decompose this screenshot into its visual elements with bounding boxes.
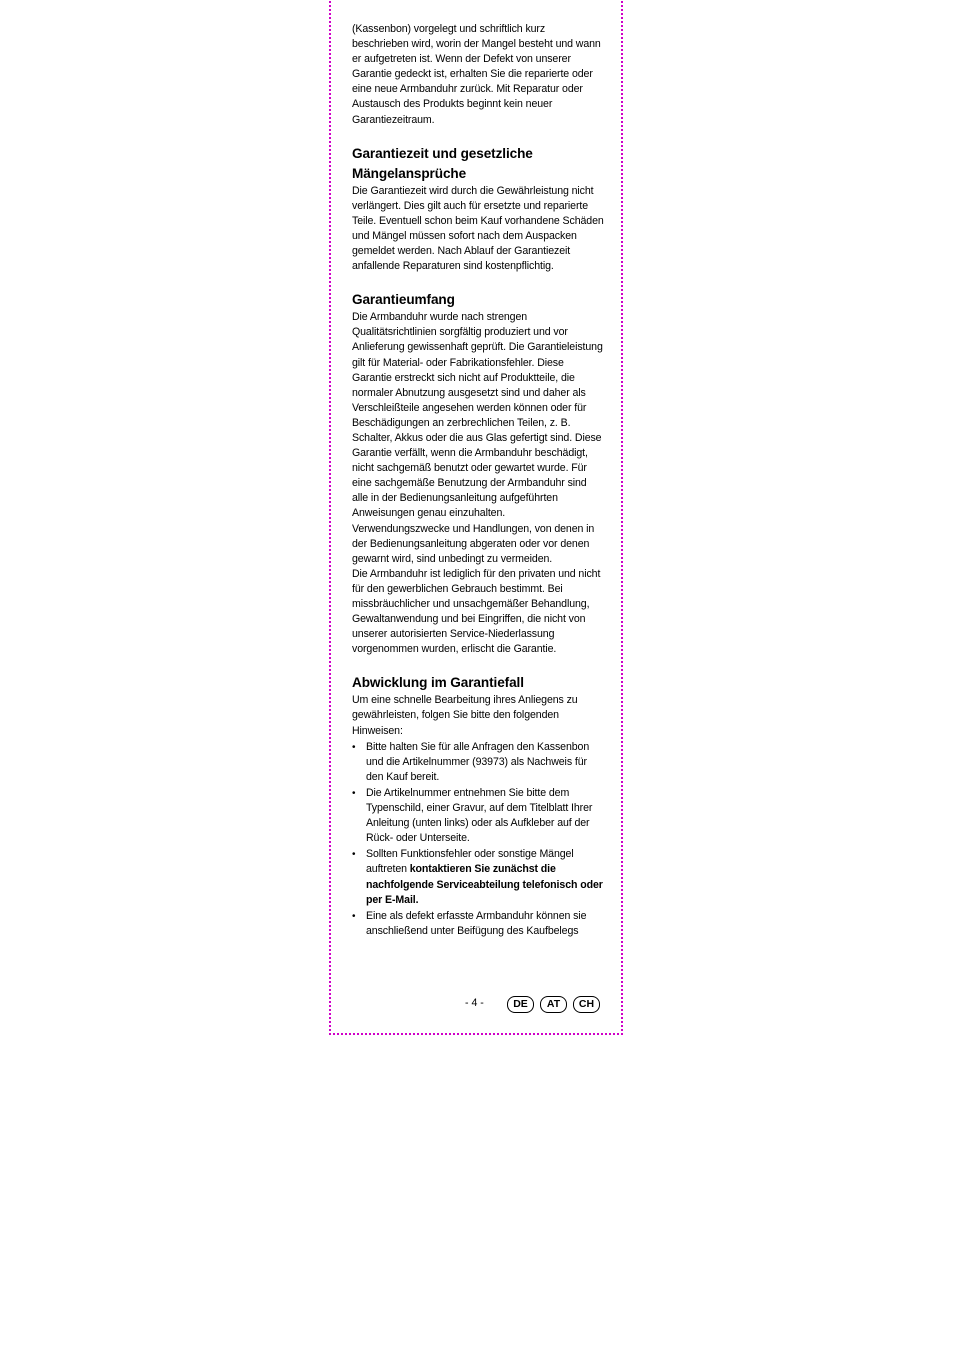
bullet-icon: • [352,741,356,753]
list-item [352,847,604,907]
bullet-icon: • [352,849,356,861]
country-badge-ch: CH [573,996,600,1013]
list-item [352,909,604,939]
bullet-icon: • [352,910,356,922]
section-spacer [352,657,604,673]
bullet-list [352,740,604,939]
section-spacer [352,128,604,144]
list-item [352,740,604,785]
list-item [352,786,604,846]
bullet-icon: • [352,787,356,799]
heading-garantiezeit: Garantiezeit und gesetzliche Mängelansprüche [352,145,533,181]
country-badge-at: AT [540,996,567,1013]
bullet-bold-text: kontaktieren Sie zunächst die nachfolgende Serviceabteilung telefonisch oder per E-Mail. [366,863,603,906]
paragraph-garantieumfang-2: Die Armbanduhr ist lediglich für den privaten und nicht für den gewerblichen Gebrauch bestimmt. Bei missbräuchlicher und unsachgemäßer Behandlung, Gewaltanwendung und bei Eingriffen, die nicht von unserer autorisierten Service-Niederlassung vorgenommen wurden, erlischt die Garantie. [352,567,601,656]
bullet-text: Eine als defekt erfasste Armbanduhr können sie anschließend unter Beifügung des Kaufbelegs [366,909,587,937]
intro-paragraph: (Kassenbon) vorgelegt und schriftlich kurz beschrieben wird, worin der Mangel besteht und wann er aufgetreten ist. Wenn der Defekt von unserer Garantie gedeckt ist, erhalten Sie die reparierte oder eine neue Armbanduhr zurück. Mit Reparatur oder Austausch des Produkts beginnt kein neuer Garantiezeitraum. [352,23,601,126]
paragraph-garantieumfang: Die Armbanduhr wurde nach strengen Qualitätsrichtlinien sorgfältig produziert und vor Anlieferung gewissenhaft geprüft. Die Garantieleistung gilt für Material- oder Fabrikationsfehler. Diese Garantie erstreckt sich nicht auf Produktteile, die normaler Abnutzung ausgesetzt sind und daher als Verschleißteile angesehen werden können oder für Beschädigungen an zerbrechlichen Teilen, z. B. Schalter, Akkus oder die aus Glas gefertigt sind. Diese Garantie verfällt, wenn die Armbanduhr beschädigt, nicht sachgemäß benutzt oder gewartet wurde. Für eine sachgemäße Benutzung der Armbanduhr sind alle in der Bedienungsanleitung aufgeführten Anweisungen genau einzuhalten. Verwendungszwecke und Handlungen, von denen in der Bedienungsanleitung abgeraten oder vor denen gewarnt wird, sind unbedingt zu vermeiden. [352,311,603,565]
heading-garantieumfang: Garantieumfang [352,292,455,308]
bullet-text: Bitte halten Sie für alle Anfragen den Kassenbon und die Artikelnummer (93973) als Nachweis für den Kauf bereit. [366,740,590,783]
page-number: - 4 - [465,997,484,1009]
document-content [352,22,604,939]
country-badge-de: DE [507,996,534,1013]
heading-abwicklung: Abwicklung im Garantiefall [352,675,524,691]
paragraph-garantiezeit: Die Garantiezeit wird durch die Gewährleistung nicht verlängert. Dies gilt auch für ersetzte und reparierte Teile. Eventuell schon beim Kauf vorhandene Schäden und Mängel müssen sofort nach dem Auspacken gemeldet werden. Nach Ablauf der Garantiezeit anfallende Reparaturen sind kostenpflichtig. [352,184,604,273]
bullet-text: Die Artikelnummer entnehmen Sie bitte dem Typenschild, einer Gravur, auf dem Titelblatt Ihrer Anleitung (unten links) oder als Aufkleber auf der Rück- oder Unterseite. [366,786,593,845]
paragraph-abwicklung: Um eine schnelle Bearbeitung ihres Anliegens zu gewährleisten, folgen Sie bitte den folgenden Hinweisen: [352,694,578,737]
section-spacer [352,274,604,290]
bullet-text: Sollten Funktionsfehler oder sonstige Mängel auftreten [366,848,574,876]
page-footer [352,995,604,1015]
